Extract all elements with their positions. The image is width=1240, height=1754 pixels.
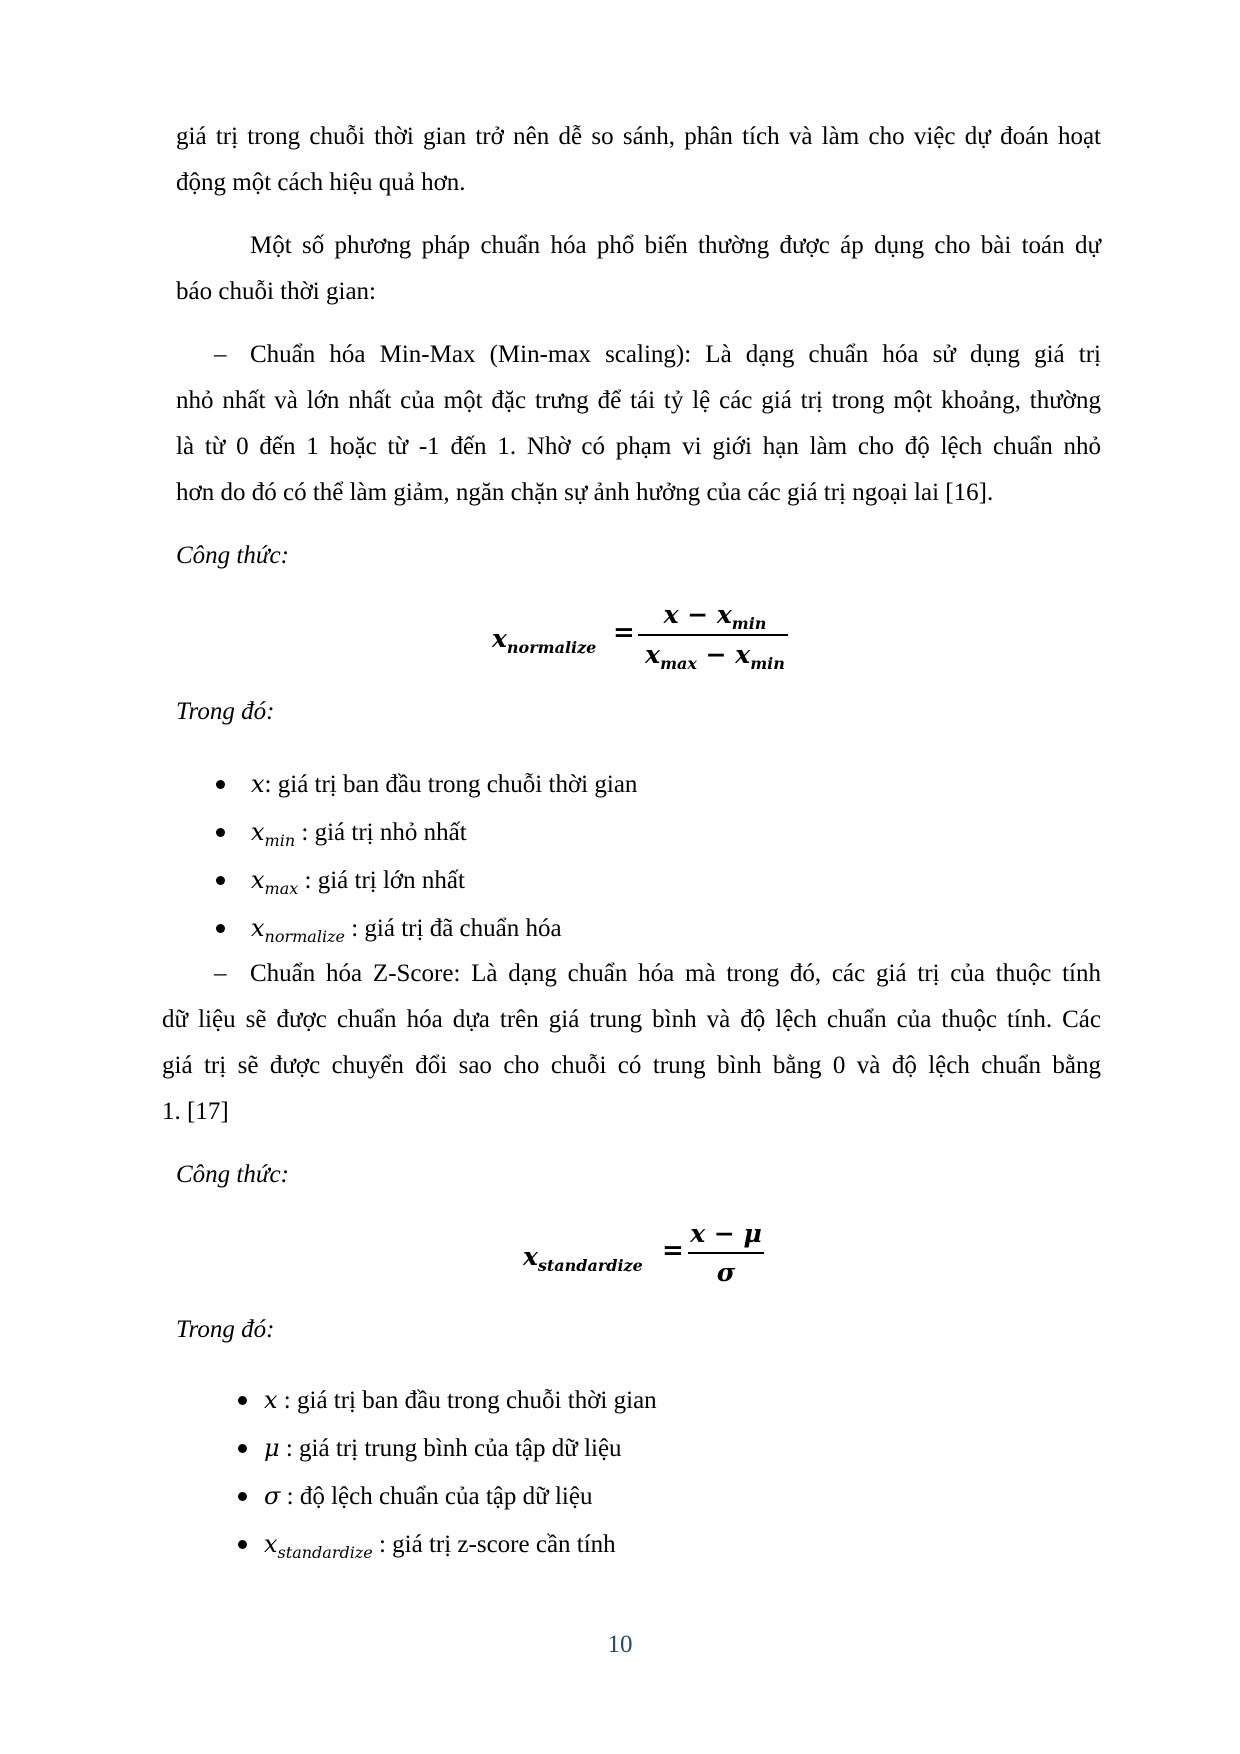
bullet: [238, 1540, 247, 1549]
paragraph-line: Một số phương pháp chuẩn hóa phổ biến thường được áp dụng cho bài toán dự: [250, 232, 1101, 259]
list-item: $x_{standardize}$ : giá trị z-score cần tính: [264, 1530, 616, 1562]
paragraph-line: giá trị sẽ được chuyển đổi sao cho chuỗi có trung bình bằng 0 và độ lệch chuẩn bằng: [162, 1052, 1101, 1079]
bullet: [238, 1492, 247, 1501]
formula-label: Công thức:: [176, 1161, 289, 1188]
paragraph-line: báo chuỗi thời gian:: [176, 278, 376, 305]
dash-marker: –: [214, 341, 227, 368]
list-item: μ : giá trị trung bình của tập dữ liệu: [264, 1434, 622, 1462]
formula-numerator: x − μ: [690, 1219, 762, 1248]
formula-lhs: $x_{normalize}$: [492, 624, 597, 657]
bullet: [216, 828, 225, 837]
list-item: $x_{normalize}$ : giá trị đã chuẩn hóa: [251, 914, 562, 946]
formula-lhs: $x_{standardize}$: [523, 1242, 643, 1275]
paragraph-line: nhỏ nhất và lớn nhất của một đặc trưng để tái tỷ lệ các giá trị trong một khoảng, thường: [176, 387, 1101, 414]
paragraph-line: dữ liệu sẽ được chuẩn hóa dựa trên giá trung bình và độ lệch chuẩn của thuộc tính. Các: [162, 1006, 1101, 1033]
where-label: Trong đó:: [176, 1316, 275, 1343]
paragraph-line: Chuẩn hóa Min-Max (Min-max scaling): Là dạng chuẩn hóa sử dụng giá trị: [250, 341, 1101, 368]
equals-sign: =: [662, 1236, 684, 1266]
paragraph-line: Chuẩn hóa Z-Score: Là dạng chuẩn hóa mà trong đó, các giá trị của thuộc tính: [250, 960, 1101, 987]
paragraph-line: là từ 0 đến 1 hoặc từ -1 đến 1. Nhờ có phạm vi giới hạn làm cho độ lệch chuẩn nhỏ: [176, 433, 1101, 460]
where-label: Trong đó:: [176, 698, 275, 725]
equals-sign: =: [613, 618, 635, 648]
paragraph-line: 1. [17]: [162, 1098, 229, 1125]
bullet: [216, 876, 225, 885]
formula-denominator: $x_{max} - x_{min}$: [645, 640, 785, 673]
list-item: $x_{min}$ : giá trị nhỏ nhất: [251, 818, 467, 850]
formula-numerator: $x - x_{min}$: [663, 600, 767, 633]
page-number: 10: [607, 1631, 633, 1658]
bullet: [238, 1444, 247, 1453]
list-item: $x_{max}$ : giá trị lớn nhất: [251, 866, 465, 898]
list-item: σ : độ lệch chuẩn của tập dữ liệu: [264, 1482, 593, 1510]
fraction-bar: [688, 1252, 764, 1254]
formula-label: Công thức:: [176, 542, 289, 569]
list-item: x : giá trị ban đầu trong chuỗi thời gian: [264, 1386, 657, 1414]
formula-denominator: σ: [716, 1258, 736, 1287]
paragraph-line: hơn do đó có thể làm giảm, ngăn chặn sự ảnh hưởng của các giá trị ngoại lai [16].: [176, 479, 994, 506]
fraction-bar: [638, 634, 788, 636]
bullet: [216, 780, 225, 789]
paragraph-line: động một cách hiệu quả hơn.: [176, 169, 466, 196]
dash-marker: –: [214, 960, 227, 987]
bullet: [238, 1396, 247, 1405]
paragraph-line: giá trị trong chuỗi thời gian trở nên dễ so sánh, phân tích và làm cho việc dự đoán hoạt: [176, 123, 1101, 150]
bullet: [216, 924, 225, 933]
list-item: x: giá trị ban đầu trong chuỗi thời gian: [251, 770, 638, 798]
